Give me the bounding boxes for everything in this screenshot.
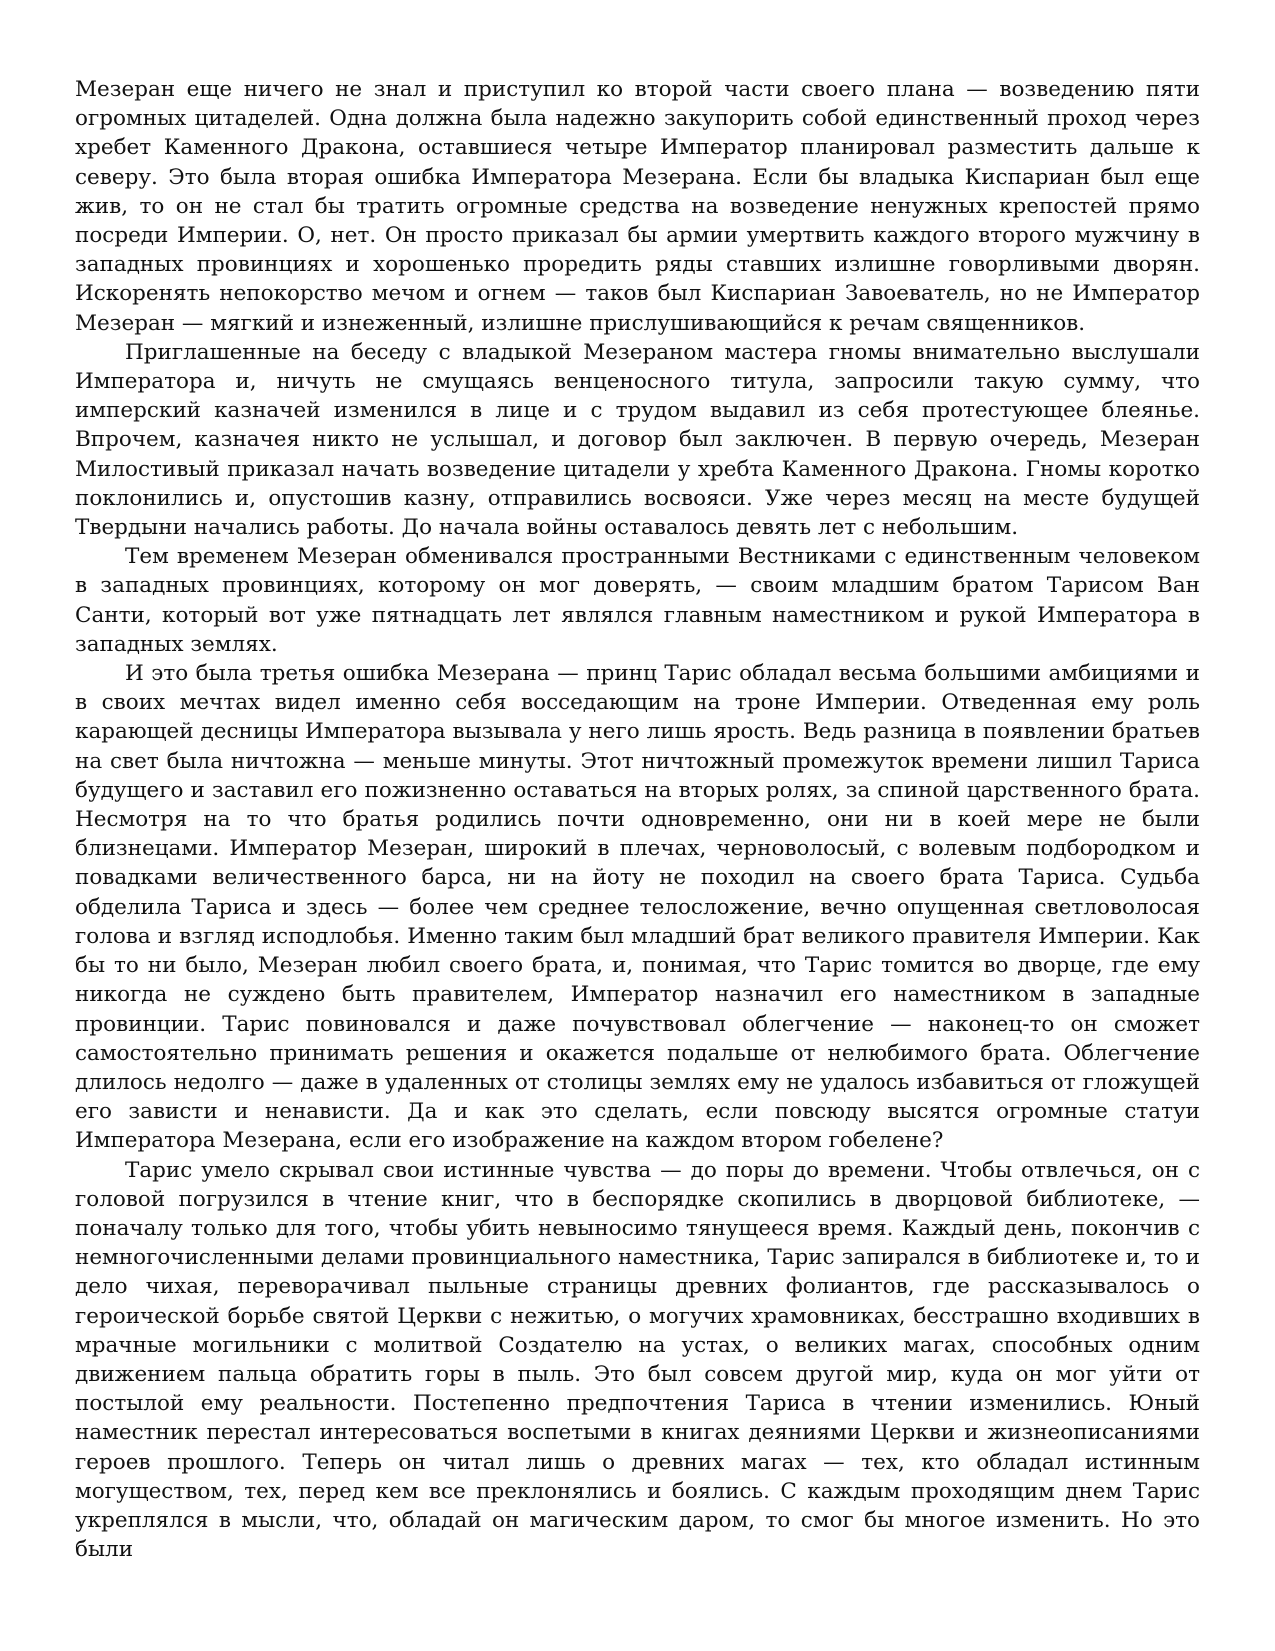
paragraph-4: И это была третья ошибка Мезерана — принц Тарис обладал весьма большими амбициями и в своих мечтах видел именно себя восседающим на троне Империи. Отведенная ему роль карающей десницы Императора вызывала у него лишь ярость. Ведь разница в появлении братьев на свет была ничтожна — меньше минуты. Этот ничтожный промежуток времени лишил Тариса будущего и заставил его пожизненно оставаться на вторых ролях, за спиной царственного брата. Несмотря на то что братья родились почти одновременно, они ни в коей мере не были близнецами. Император Мезеран, широкий в плечах, черноволосый, с волевым подбородком и повадками величественного барса, ни на йоту не походил на своего брата Тариса. Судьба обделила Тариса и здесь — более чем среднее телосложение, вечно опущенная светловолосая голова и взгляд исподлобья. Именно таким был младший брат великого правителя Империи. Как бы то ни было, Мезеран любил своего брата, и, понимая, что Тарис томится во дворце, где ему никогда не суждено быть правителем, Император назначил его наместником в западные провинции. Тарис повиновался и даже почувствовал облегчение — наконец-то он сможет самостоятельно принимать решения и окажется подальше от нелюбимого брата. Облегчение длилось недолго — даже в удаленных от столицы землях ему не удалось избавиться от гложущей его зависти и ненависти. Да и как это сделать, если повсюду высятся огромные статуи Императора Мезерана, если его изображение на каждом втором гобелене? <box>75 661 1200 1154</box>
paragraph-1: Мезеран еще ничего не знал и приступил ко второй части своего плана — возведению пяти огромных цитаделей. Одна должна была надежно закупорить собой единственный проход через хребет Каменного Дракона, оставшиеся четыре Император планировал разместить дальше к северу. Это была вторая ошибка Императора Мезерана. Если бы владыка Киспариан был еще жив, то он не стал бы тратить огромные средства на возведение ненужных крепостей прямо посреди Империи. О, нет. Он просто приказал бы армии умертвить каждого второго мужчину в западных провинциях и хорошенько проредить ряды ставших излишне говорливыми дворян. Искоренять непокорство мечом и огнем — таков был Киспариан Завоеватель, но не Император Мезеран — мягкий и изнеженный, излишне прислушивающийся к речам священников. <box>75 77 1200 336</box>
paragraph-2: Приглашенные на беседу с владыкой Мезераном мастера гномы внимательно выслушали Императора и, ничуть не смущаясь венценосного титула, запросили такую сумму, что имперский казначей изменился в лице и с трудом выдавил из себя протестующее блеянье. Впрочем, казначея никто не услышал, и договор был заключен. В первую очередь, Мезеран Милостивый приказал начать возведение цитадели у хребта Каменного Дракона. Гномы коротко поклонились и, опустошив казну, отправились восвояси. Уже через месяц на месте будущей Твердыни начались работы. До начала войны оставалось девять лет с небольшим. <box>75 339 1200 541</box>
paragraph-3: Тем временем Мезеран обменивался пространными Вестниками с единственным человеком в западных провинциях, которому он мог доверять, — своим младшим братом Тарисом Ван Санти, который вот уже пятнадцать лет являлся главным наместником и рукой Императора в западных землях. <box>75 544 1200 657</box>
paragraph-5: Тарис умело скрывал свои истинные чувства — до поры до времени. Чтобы отвлечься, он с головой погрузился в чтение книг, что в беспорядке скопились в дворцовой библиотеке, — поначалу только для того, чтобы убить невыносимо тянущееся время. Каждый день, покончив с немногочисленными делами провинциального наместника, Тарис запирался в библиотеке и, то и дело чихая, переворачивал пыльные страницы древних фолиантов, где рассказывалось о героической борьбе святой Церкви с нежитью, о могучих храмовниках, бесстрашно входивших в мрачные могильники с молитвой Создателю на устах, о великих магах, способных одним движением пальца обратить горы в пыль. Это был совсем другой мир, куда он мог уйти от постылой ему реальности. Постепенно предпочтения Тариса в чтении изменились. Юный наместник перестал интересоваться воспетыми в книгах деяниями Церкви и жизнеописаниями героев прошлого. Теперь он читал лишь о древних магах — тех, кто обладал истинным могуществом, тех, перед кем все преклонялись и боялись. С каждым проходящим днем Тарис укреплялся в мысли, что, обладай он магическим даром, то смог бы многое изменить. Но это были <box>75 1157 1200 1563</box>
document-page <box>75 75 1200 1564</box>
